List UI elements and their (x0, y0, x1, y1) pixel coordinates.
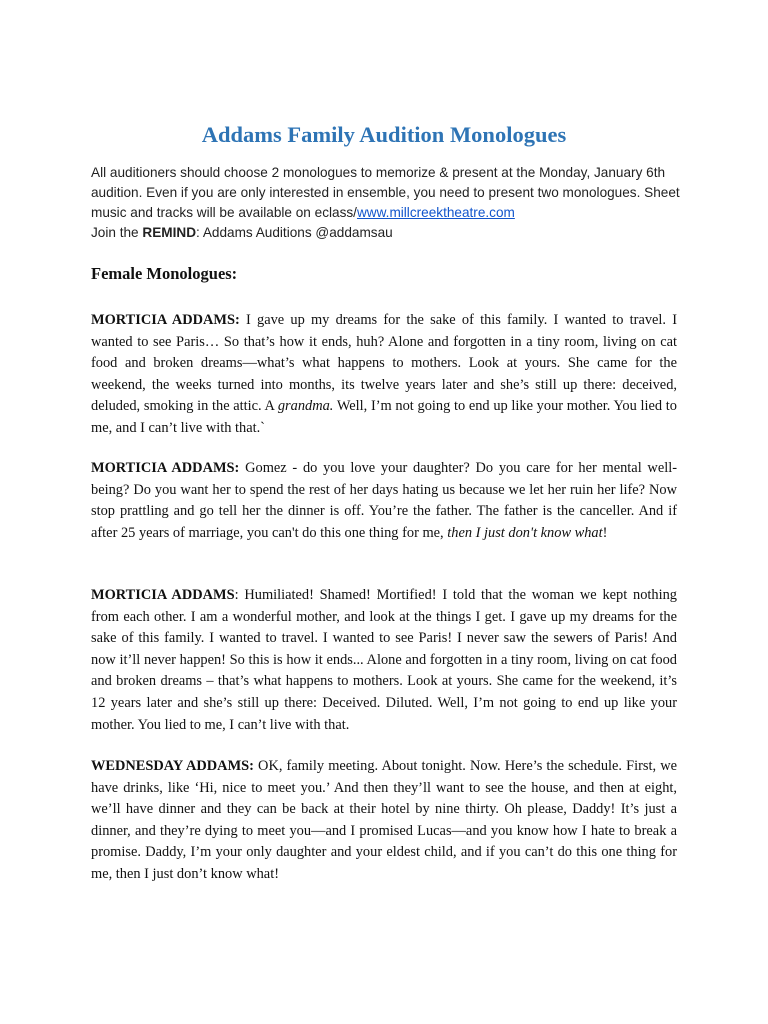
speaker-name: MORTICIA ADDAMS: (91, 312, 240, 328)
monologue-paragraph (91, 458, 677, 544)
page-title: Addams Family Audition Monologues (201, 122, 567, 147)
monologue-text-end: Well, I’m not going to end up like your mother. You lied to me, and I can’t live with that.` (91, 398, 677, 436)
monologue-italic: then I just don't know what (447, 524, 603, 541)
website-link[interactable]: www.millcreektheatre.com (356, 205, 515, 220)
monologue-text-end: ! (602, 524, 608, 541)
intro-text: All auditioners should choose 2 monologues to memorize & present at the Monday, January 6th audition. Even if you are only interested in ensemble, you need to present two monologues. Sheet music and tracks will be available on eclass/ (91, 165, 680, 220)
monologue-text: Gomez - do you love your daughter? Do you care for her mental well-being? Do you want her to spend the rest of her days hating us because we let her ruin her life? Now stop prattling and go tell her the dinner is off. You’re the father. The father is the canceller. And if after 25 years of marriage, you can't do this one thing for me, (91, 460, 678, 541)
remind-prefix: Join the (91, 225, 143, 240)
intro-block (91, 163, 691, 243)
section-heading: Female Monologues: (91, 264, 238, 283)
remind-suffix: : Addams Auditions @addamsau (196, 225, 393, 240)
monologue-text: I gave up my dreams for the sake of this family. I wanted to travel. I wanted to see Paris… So that’s how it ends, huh? Alone and forgotten in a tiny room, living on cat food and broken dreams—what’s what happens to mothers. Look at yours. She came for the weekend, the weeks turned into months, its twelve years later and she’s still up there: deceived, deluded, smoking in the attic. A (91, 312, 678, 415)
monologue-paragraph (91, 756, 677, 886)
monologue-text: : Humiliated! Shamed! Mortified! I told that the woman we kept nothing from each other. I am a wonderful mother, and look at the things I get. I gave up my dreams for the sake of this family. I wanted to travel. I wanted to see Paris! I never saw the sewers of Paris! And now it’ll never happen! So this is how it ends... Alone and forgotten in a tiny room, living on cat food and broken dreams – that’s what happens to mothers. Look at yours. She came for the weekend, it’s 12 years later and she’s still up there: Deceived. Diluted. Well, I’m not going to end up like your mother. You lied to me, I can’t live with that. (91, 587, 677, 733)
monologue-paragraph (91, 310, 677, 440)
speaker-name: WEDNESDAY ADDAMS: (91, 758, 254, 774)
remind-line (91, 223, 691, 243)
speaker-name: MORTICIA ADDAMS: (91, 460, 240, 476)
monologue-text: OK, family meeting. About tonight. Now. Here’s the schedule. First, we have drinks, like ‘Hi, nice to meet you.’ And then they’ll want to see the house, and then at eight, we’ll have dinner and they can be back at their hotel by nine thirty. Oh please, Daddy! It’s just a dinner, and they’re dying to meet you—and I promised Lucas—and you know how I hate to break a promise. Daddy, I’m your only daughter and your eldest child, and if you can’t do this one thing for me, then I just don’t know what! (91, 758, 677, 882)
monologue-paragraph (91, 585, 677, 736)
intro-paragraph (91, 163, 691, 223)
remind-bold: REMIND (142, 225, 197, 240)
speaker-name: MORTICIA ADDAMS (91, 587, 235, 603)
monologue-italic: grandma. (277, 398, 334, 415)
